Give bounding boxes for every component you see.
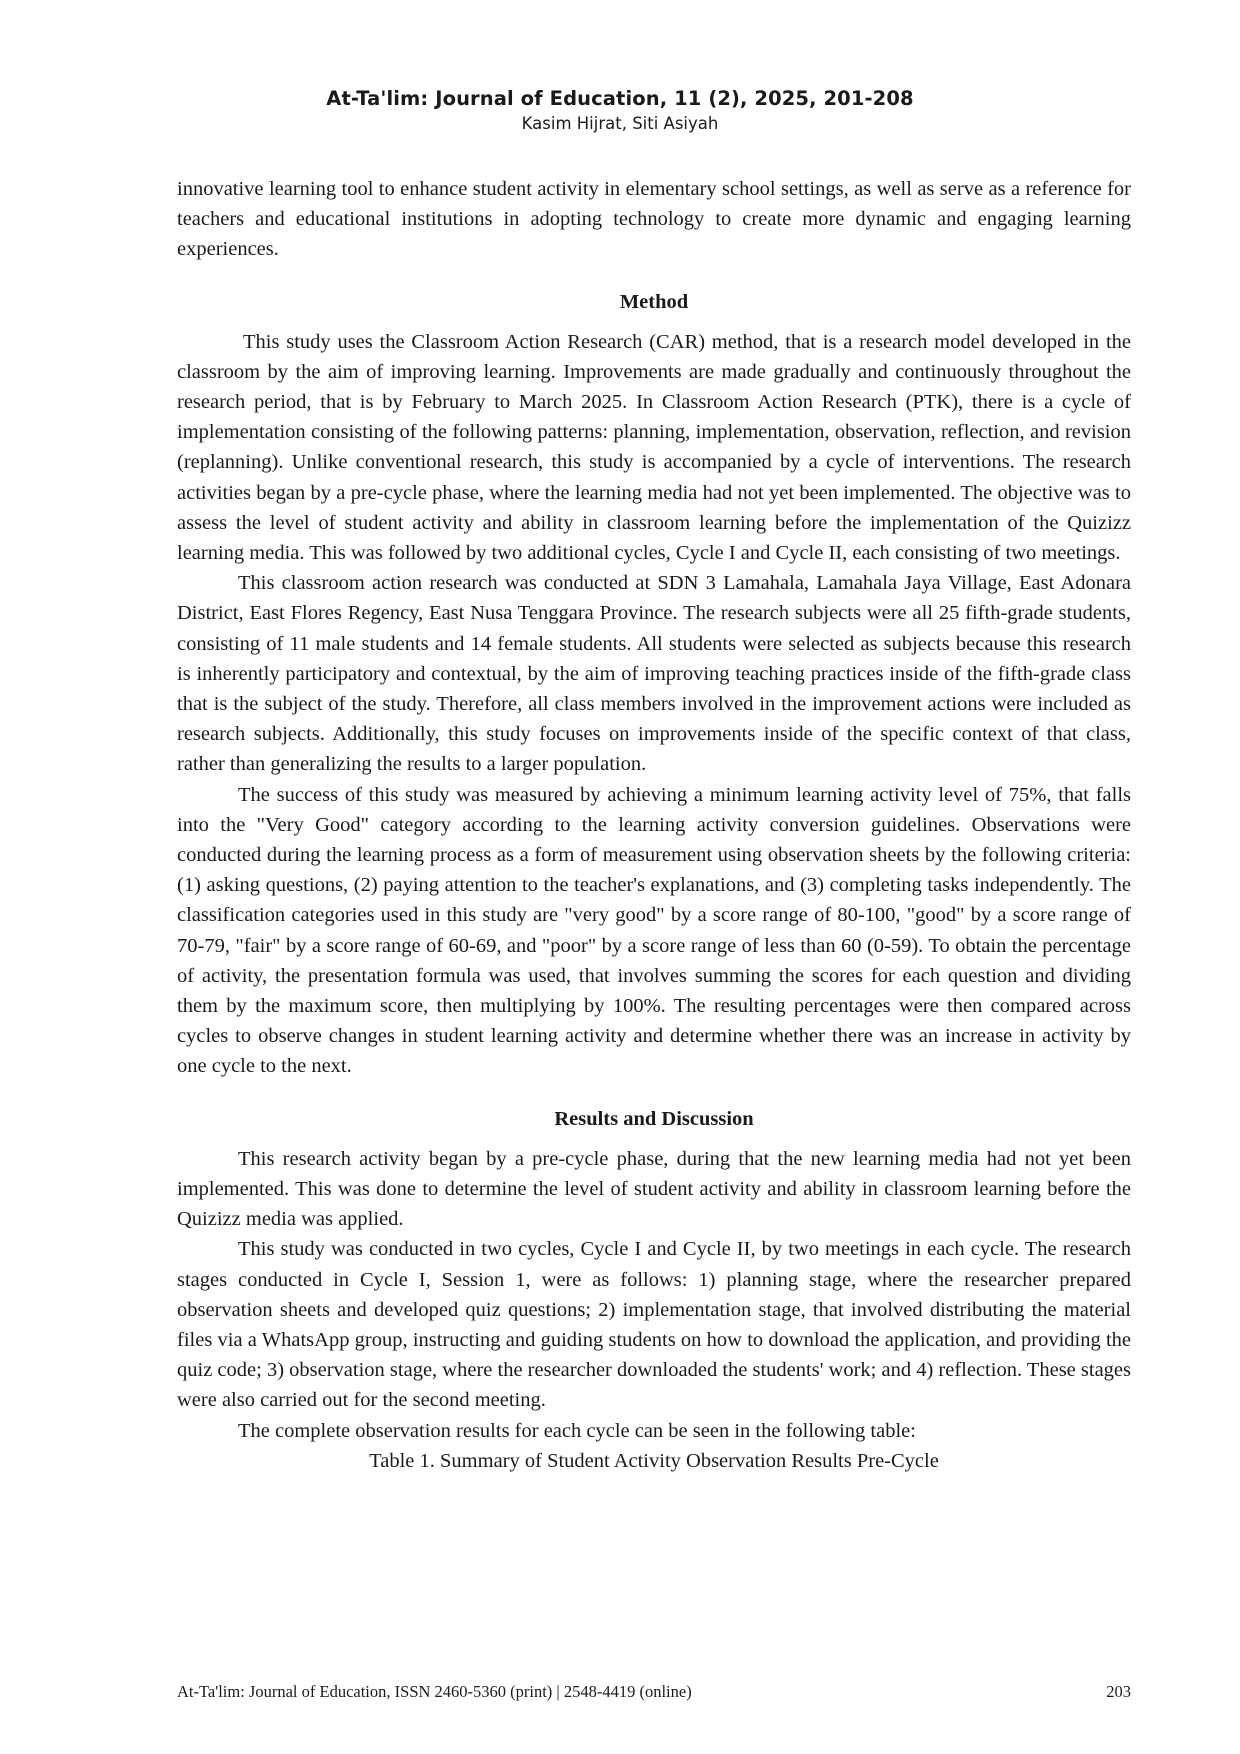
method-heading: Method <box>619 290 689 313</box>
results-paragraph-1: This research activity began by a pre-cycle phase, during that the new learning media had not yet been implemented. This was done to determine the level of student activity and ability in classroom learning before the Quizizz media was applied. <box>177 1147 1131 1231</box>
intro-continuation-paragraph: innovative learning tool to enhance student activity in elementary school settings, as well as serve as a reference for teachers and educational institutions in adopting technology to create more dynamic and engaging learning experiences. <box>177 178 1131 261</box>
journal-title: At-Ta'lim: Journal of Education, 11 (2), 2025, 201-208 <box>326 87 914 110</box>
results-heading: Results and Discussion <box>554 1107 754 1130</box>
running-header <box>0 86 1240 136</box>
method-paragraph-3: The success of this study was measured by achieving a minimum learning activity level of 75%, that falls into the "Very Good" category according to the learning activity conversion guidelines. Observations were conducted during the learning process as a form of measurement using observation sheets by the following criteria: (1) asking questions, (2) paying attention to the teacher's explanations, and (3) completing tasks independently. The classification categories used in this study are "very good" by a score range of 80-100, "good" by a score range of 70-79, "fair" by a score range of 60-69, and "poor" by a score range of less than 60 (0-59). To obtain the percentage of activity, the presentation formula was used, that involves summing the scores for each question and dividing them by the maximum score, then multiplying by 100%. The resulting percentages were then compared across cycles to observe changes in student learning activity and determine whether there was an increase in activity by one cycle to the next. <box>177 783 1131 1078</box>
article-body <box>177 174 1131 1476</box>
footer-issn: At-Ta'lim: Journal of Education, ISSN 2460-5360 (print) | 2548-4419 (online) <box>177 1682 692 1701</box>
results-paragraph-3: The complete observation results for each cycle can be seen in the following table: <box>238 1419 916 1442</box>
author-names: Kasim Hijrat, Siti Asiyah <box>521 114 719 133</box>
results-paragraph-2: This study was conducted in two cycles, Cycle I and Cycle II, by two meetings in each cycle. The research stages conducted in Cycle I, Session 1, were as follows: 1) planning stage, where the researcher prepared observation sheets and developed quiz questions; 2) implementation stage, that involved distributing the material files via a WhatsApp group, instructing and guiding students on how to download the application, and providing the quiz code; 3) observation stage, where the researcher downloaded the students' work; and 4) reflection. These stages were also carried out for the second meeting. <box>177 1238 1131 1412</box>
table-caption: Table 1. Summary of Student Activity Observation Results Pre-Cycle <box>369 1449 939 1472</box>
page-number: 203 <box>1106 1682 1131 1701</box>
method-paragraph-1: This study uses the Classroom Action Research (CAR) method, that is a research model developed in the classroom by the aim of improving learning. Improvements are made gradually and continuously throughout the research period, that is by February to March 2025. In Classroom Action Research (PTK), there is a cycle of implementation consisting of the following patterns: planning, implementation, observation, reflection, and revision (replanning). Unlike conventional research, this study is accompanied by a cycle of interventions. The research activities began by a pre-cycle phase, where the learning media had not yet been implemented. The objective was to assess the level of student activity and ability in classroom learning before the implementation of the Quizizz learning media. This was followed by two additional cycles, Cycle I and Cycle II, each consisting of two meetings. <box>177 330 1131 565</box>
method-paragraph-2: This classroom action research was conducted at SDN 3 Lamahala, Lamahala Jaya Village, East Adonara District, East Flores Regency, East Nusa Tenggara Province. The research subjects were all 25 fifth-grade students, consisting of 11 male students and 14 female students. All students were selected as subjects because this research is inherently participatory and contextual, by the aim of improving teaching practices inside of the fifth-grade class that is the subject of the study. Therefore, all class members involved in the improvement actions were included as research subjects. Additionally, this study focuses on improvements inside of the specific context of that class, rather than generalizing the results to a larger population. <box>177 572 1131 776</box>
